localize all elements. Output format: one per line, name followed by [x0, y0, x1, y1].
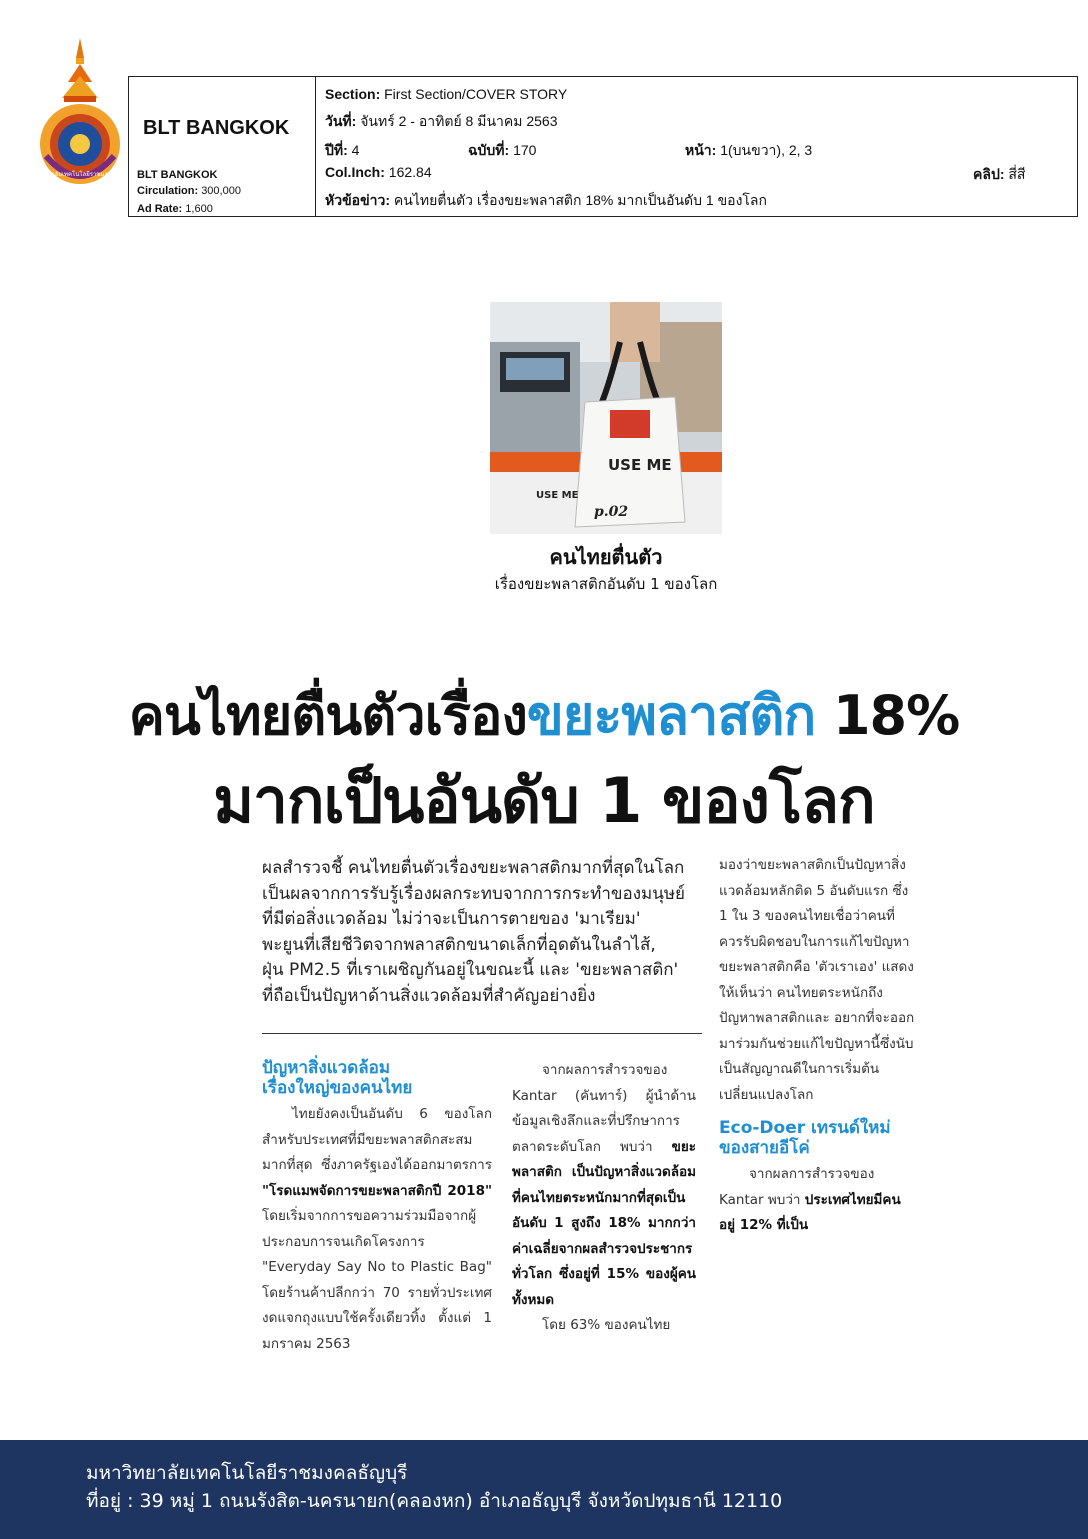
- text-run: ไทยยังคงเป็นอันดับ 6 ของโลกสำหรับประเทศที่มีขยะพลาสติกสะสมมากที่สุด ซึ่งภาครัฐเองได้ออกมาตรการ: [262, 1106, 492, 1173]
- page-reference: p.02: [594, 504, 629, 520]
- column-1-text: [262, 1102, 492, 1357]
- subhead-problem: [262, 1058, 492, 1098]
- headline-value: คนไทยตื่นตัว เรื่องขยะพลาสติก 18% มากเป็นอันดับ 1 ของโลก: [393, 192, 767, 208]
- teaser-subtitle: เรื่องขยะพลาสติกอันดับ 1 ของโลก: [494, 575, 718, 593]
- issue-value: 170: [513, 142, 537, 158]
- clipping-details: [325, 77, 1069, 216]
- subhead-line: ของสายอีโค่: [719, 1138, 810, 1158]
- lead-line: ที่ถือเป็นปัญหาด้านสิ่งแวดล้อมที่สำคัญอย่างยิ่ง: [262, 985, 596, 1006]
- ad-rate-label: Ad Rate:: [137, 203, 183, 215]
- page-value: 1(บนขวา), 2, 3: [720, 142, 813, 158]
- colinch-label: Col.Inch:: [325, 164, 385, 180]
- column-2-text: [512, 1058, 696, 1313]
- bag-label-2: USE ME: [536, 490, 579, 501]
- column-2-text-end: โดย 63% ของคนไทย: [542, 1317, 671, 1333]
- issue-label: ฉบับที่:: [468, 142, 510, 158]
- circulation-value: 300,000: [201, 185, 241, 197]
- section-label: Section:: [325, 86, 381, 102]
- column-3-text: มองว่าขยะพลาสติกเป็นปัญหาสิ่งแวดล้อมหลักติด 5 อันดับแรก ซึ่ง 1 ใน 3 ของคนไทยเชื่อว่าคนที่ควรรับผิดชอบในการแก้ไขปัญหาขยะพลาสติกคือ 'ตัวเราเอง' แสดงให้เห็นว่า คนไทยตระหนักถึงปัญหาพลาสติกและ อยากที่จะออกมาร่วมกันช่วยแก้ไขปัญหานี้ซึ่งนับเป็นสัญญาณดีในการเริ่มต้นเปลี่ยนแปลงโลก: [719, 857, 915, 1103]
- text-run: จากผลการสำรวจของ Kantar (คันทาร์) ผู้นำด้านข้อมูลเชิงลึกและที่ปรึกษาการตลาดระดับโลก พบว่า: [512, 1062, 696, 1155]
- clipping-info-box: [128, 76, 1078, 217]
- page-label: หน้า:: [685, 142, 717, 158]
- ad-rate-value: 1,600: [185, 203, 213, 215]
- publication-name: BLT BANGKOK: [143, 117, 290, 139]
- column-3-text-2: [719, 1162, 915, 1239]
- subhead-eco-doer: [719, 1118, 915, 1158]
- subhead-line: Eco-Doer เทรนด์ใหม่: [719, 1118, 891, 1138]
- publication-panel: [129, 77, 316, 216]
- subhead-line: เรื่องใหญ่ของคนไทย: [262, 1078, 413, 1098]
- lead-line: ที่มีต่อสิ่งแวดล้อม ไม่ว่าจะเป็นการตายของ 'มาเรียม': [262, 909, 641, 929]
- lead-line: ฝุ่น PM2.5 ที่เราเผชิญกันอยู่ในขณะนี้ และ 'ขยะพลาสติก': [262, 960, 679, 980]
- lead-line: ผลสำรวจชี้ คนไทยตื่นตัวเรื่องขยะพลาสติกมากที่สุดในโลก: [262, 858, 685, 878]
- cover-photo: [490, 302, 722, 534]
- text-run-bold: "โรดแมพจัดการขยะพลาสติกปี 2018": [262, 1182, 492, 1199]
- date-value: จันทร์ 2 - อาทิตย์ 8 มีนาคม 2563: [360, 113, 558, 129]
- main-headline-line1: [0, 672, 1088, 758]
- year-value: 4: [351, 142, 360, 158]
- logo-text: มหาวิทยาลัยเทคโนโลยีราชมงคลธัญบุรี: [29, 171, 131, 178]
- clip-label: คลิป:: [973, 166, 1005, 182]
- clip-value: สี่สี: [1008, 166, 1026, 182]
- headline-percent: 18%: [815, 684, 960, 747]
- footer-university: มหาวิทยาลัยเทคโนโลยีราชมงคลธัญบุรี: [86, 1462, 408, 1484]
- headline-part1: คนไทยตื่นตัวเรื่อง: [128, 684, 527, 747]
- text-run: โดยเริ่มจากการขอความร่วมมือจากผู้ประกอบการจนเกิดโครงการ "Everyday Say No to Plastic Bag" โดยร้านค้าปลีกกว่า 70 รายทั่วประเทศงดแจกถุงแบบใช้ครั้งเดียวทิ้ง ตั้งแต่ 1 มกราคม 2563: [262, 1208, 492, 1352]
- bag-label: USE ME: [608, 456, 672, 474]
- university-logo: [29, 36, 131, 186]
- article-column-1: [262, 1058, 492, 1357]
- footer-address: ที่อยู่ : 39 หมู่ 1 ถนนรังสิต-นครนายก(คลองหก) อำเภอธัญบุรี จังหวัดปทุมธานี 12110: [86, 1490, 783, 1512]
- main-headline-line2: มากเป็นอันดับ 1 ของโลก: [213, 764, 875, 837]
- teaser-title: คนไทยตื่นตัว: [549, 545, 663, 569]
- text-run-bold: ขยะพลาสติก เป็นปัญหาสิ่งแวดล้อมที่คนไทยตระหนักมากที่สุดเป็นอันดับ 1 สูงถึง 18% มากกว่าค่าเฉลี่ยจากผลสำรวจประชากรทั่วโลก ซึ่งอยู่ที่ 15% ของผู้คนทั้งหมด: [512, 1138, 696, 1308]
- section-value: First Section/COVER STORY: [384, 86, 568, 102]
- date-label: วันที่:: [325, 113, 357, 129]
- footer-bar: [0, 1440, 1088, 1539]
- publication-small: BLT BANGKOK: [137, 169, 218, 181]
- text-run: จากผลการสำรวจของ Kantar พบว่า: [719, 1166, 875, 1208]
- subhead-line: ปัญหาสิ่งแวดล้อม: [262, 1058, 391, 1078]
- headline-label: หัวข้อข่าว:: [325, 192, 391, 208]
- lead-divider: [262, 1033, 702, 1034]
- colinch-value: 162.84: [388, 164, 432, 180]
- year-label: ปีที่:: [325, 142, 348, 158]
- circulation-label: Circulation:: [137, 185, 199, 197]
- text-run-bold: ประเทศไทยมีคนอยู่ 12% ที่เป็น: [719, 1191, 901, 1233]
- lead-line: พะยูนที่เสียชีวิตจากพลาสติกขนาดเล็กที่อุดตันในลำไส้,: [262, 934, 656, 955]
- lead-line: เป็นผลจากการรับรู้เรื่องผลกระทบจากการกระทำของมนุษย์: [262, 883, 686, 904]
- article-column-3: [719, 853, 915, 1239]
- lead-paragraph: [262, 856, 702, 1009]
- headline-highlight: ขยะพลาสติก: [526, 684, 816, 747]
- article-column-2: [512, 1058, 696, 1339]
